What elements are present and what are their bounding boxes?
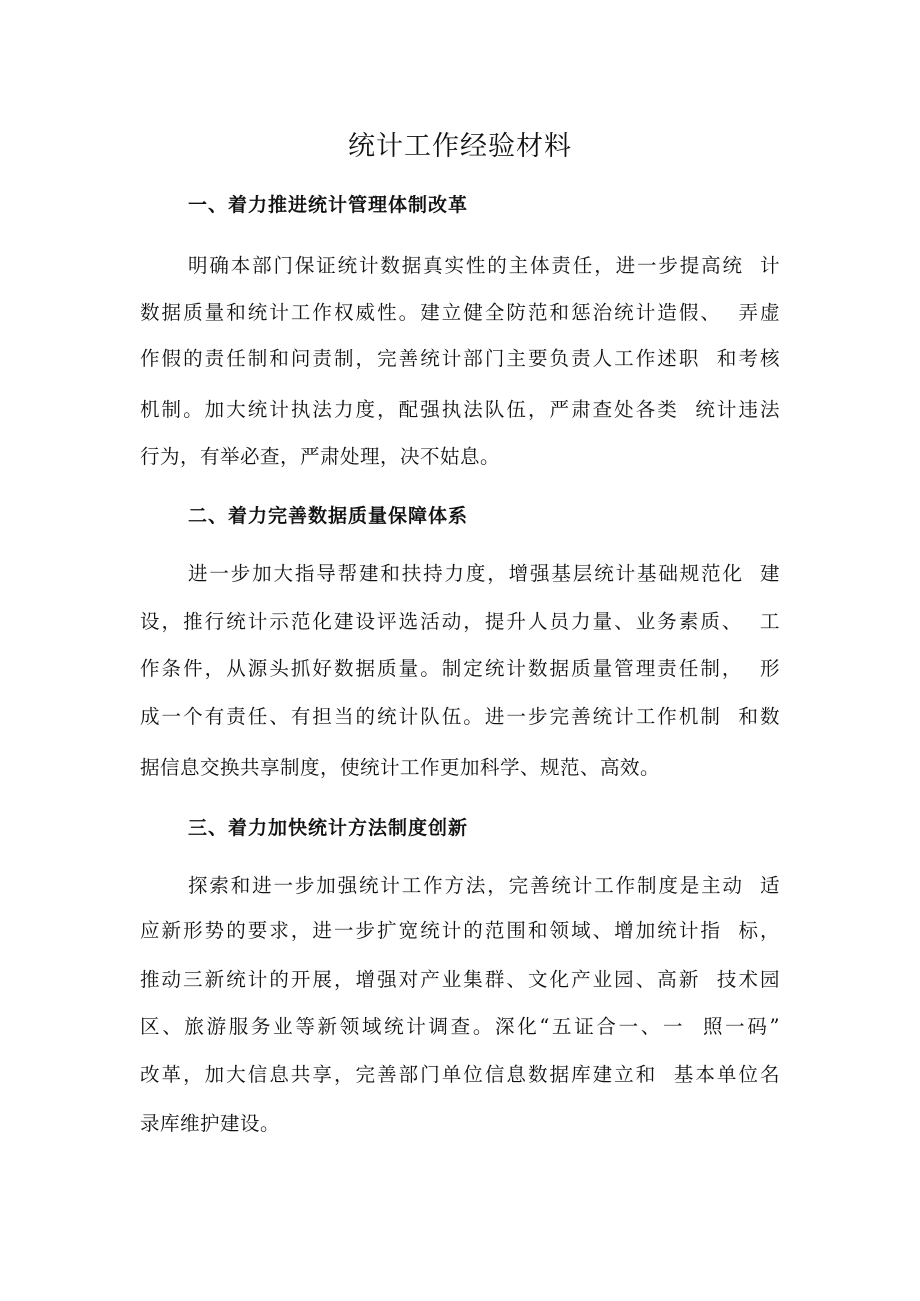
paragraph-line: 进一步加大指导帮建和扶持力度，增强基层统计基础规范化 建 [188,562,780,585]
paragraph-line: 探索和进一步加强统计工作方法，完善统计工作制度是主动 适 [188,874,780,897]
paragraph-line: 改革，加大信息共享，完善部门单位信息数据库建立和 基本单位名 [140,1063,780,1086]
section-heading-1: 一、着力推进统计管理体制改革 [188,194,469,216]
paragraph-line: 据信息交换共享制度，使统计工作更加科学、规范、高效。 [140,756,661,779]
paragraph-line: 作条件，从源头抓好数据质量。制定统计数据质量管理责任制， 形 [140,657,780,680]
paragraph-line: 设，推行统计示范化建设评选活动，提升人员力量、业务素质、 工 [140,610,780,633]
paragraph-line: 成一个有责任、有担当的统计队伍。进一步完善统计工作机制 和数 [140,705,780,728]
paragraph-line: 作假的责任制和问责制，完善统计部门主要负责人工作述职 和考核 [140,347,780,370]
paragraph-line: 机制。加大统计执法力度，配强执法队伍，严肃查处各类 统计违法 [140,398,780,421]
section-heading-3: 三、着力加快统计方法制度创新 [188,817,469,839]
paragraph-line: 推动三新统计的开展，增强对产业集群、文化产业园、高新 技术园 [140,968,780,991]
paragraph-line: 明确本部门保证统计数据真实性的主体责任，进一步提高统 计 [188,254,780,277]
paragraph-line: 应新形势的要求，进一步扩宽统计的范围和领域、增加统计指 标， [140,919,780,942]
paragraph-line: 区、旅游服务业等新领域统计调查。深化“五证合一、一 照一码” [140,1015,780,1038]
page-title: 统计工作经验材料 [348,131,572,162]
paragraph-line: 数据质量和统计工作权威性。建立健全防范和惩治统计造假、 弄虚 [140,301,780,324]
paragraph-line: 行为，有举必查，严肃处理，决不姑息。 [140,445,501,468]
paragraph-line: 录库维护建设。 [140,1112,281,1135]
section-heading-2: 二、着力完善数据质量保障体系 [188,505,469,527]
